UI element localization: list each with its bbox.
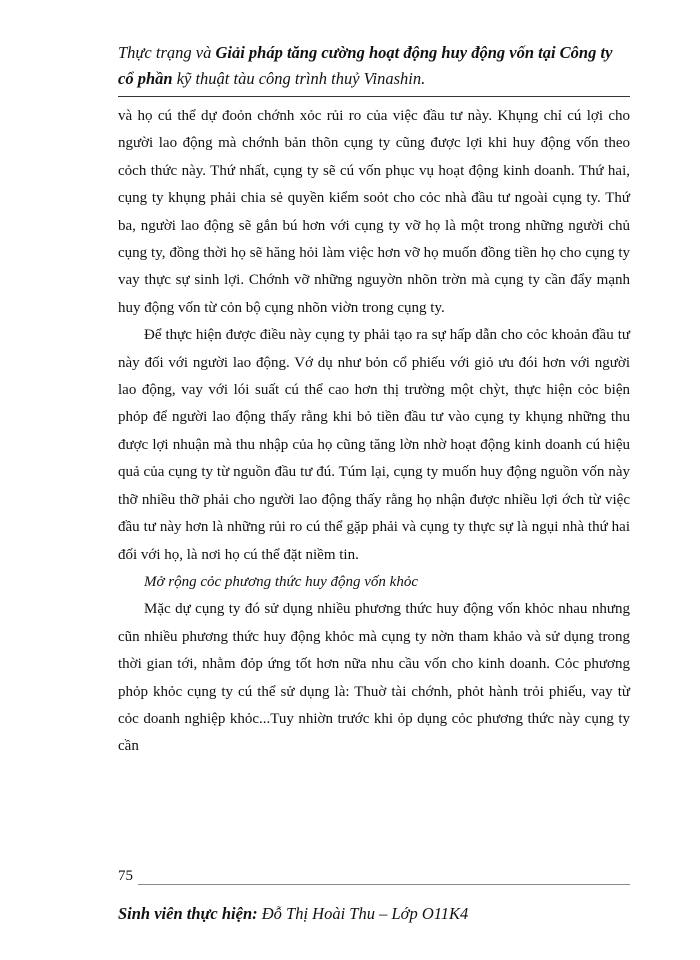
header-title-bold: Giải pháp tăng cường hoạt động huy động vốn tại Công ty cổ phần: [118, 43, 613, 88]
paragraph-2: Để thực hiện được điều này cụng ty phải tạo ra sự hấp dẫn cho cỏc khoản đầu tư này đối với người lao động. Vớ dụ như bỏn cổ phiếu với giỏ ưu đói hơn với người lao động, vay với lói suất cú thể cao hơn thị trường một chỳt, thực hiện cỏc biện phỏp để người lao động thấy rằng khi bỏ tiền đầu tư vào cụng ty khụng những thu được lợi nhuận mà thu nhập của họ cũng tăng lờn nhờ hoạt động kinh doanh cú hiệu quả của cụng ty từ nguồn đầu tư đú. Túm lại, cụng ty muốn huy động nguồn vốn này thỡ nhiều thỡ phải cho người lao động thấy rằng họ nhận được nhiều lợi ớch từ việc đầu tư này hơn là những rủi ro cú thể gặp phải và cụng ty thực sự là ngụi nhà thứ hai đối với họ, là nơi họ cú thể đặt niềm tin.: [118, 327, 630, 563]
author-value: Đỗ Thị Hoài Thu – Lớp O11K4: [261, 904, 469, 923]
paragraph-3: Mặc dự cụng ty đó sử dụng nhiều phương thức huy động vốn khỏc nhau nhưng cũn nhiều phương thức huy động khỏc mà cụng ty nờn tham khảo và sử dụng trong thời gian tới, nhằm đỏp ứng tốt hơn nữa nhu cầu vốn cho kinh doanh. Cỏc phương phỏp khỏc cụng ty cú thể sử dụng là: Thuờ tài chớnh, phỏt hành trỏi phiếu, vay từ cỏc doanh nghiệp khỏc...Tuy nhiờn trước khi ỏp dụng cỏc phương thức này cụng ty cần: [118, 601, 630, 755]
author-label: Sinh viên thực hiện:: [118, 904, 258, 923]
footer-divider: [138, 884, 630, 885]
footer-author: [118, 904, 468, 924]
page-header: [118, 40, 628, 92]
header-lead: Thực trạng và: [118, 43, 212, 62]
page-number: 75: [118, 868, 133, 884]
page-body: [118, 103, 630, 761]
paragraph-1: và họ cú thể dự đoỏn chớnh xỏc rủi ro của việc đầu tư này. Khụng chỉ cú lợi cho người lao động mà chớnh bản thõn cụng ty cũng được lợi khi huy động vốn theo cỏch thức này. Thứ nhất, cụng ty sẽ cú vốn phục vụ hoạt động kinh doanh. Thứ hai, cụng ty khụng phải chia sẻ quyền kiểm soỏt cho cỏc nhà đầu tư ngoài cụng ty. Thứ ba, người lao động sẽ gắn bú hơn với cụng ty vỡ họ là một trong những người chủ cụng ty, đồng thời họ sẽ hăng hỏi làm việc hơn vỡ họ muốn đồng tiền họ cho cụng ty vay thực sự sinh lợi. Chớnh vỡ những nguyờn nhõn trờn mà cụng ty cần đẩy mạnh huy động vốn từ cỏn bộ cụng nhõn viờn trong cụng ty.: [118, 108, 630, 316]
section-subheading: Mở rộng cỏc phương thức huy động vốn khỏc: [144, 573, 418, 590]
header-divider: [118, 96, 630, 97]
header-title-rest: kỹ thuật tàu công trình thuỷ Vinashin.: [176, 69, 426, 88]
